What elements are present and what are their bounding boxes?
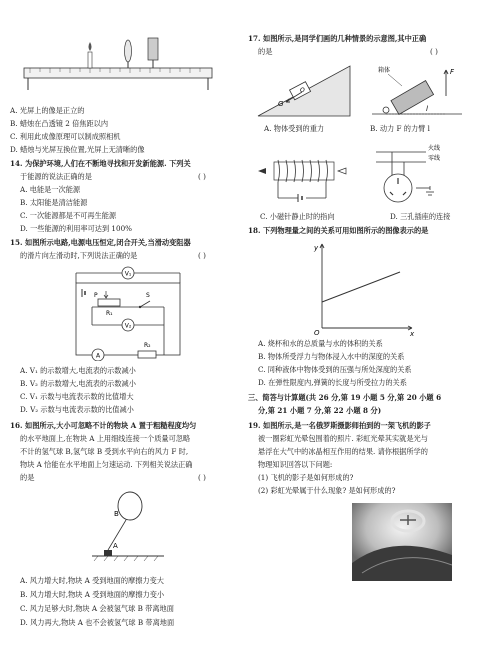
q15-option-c: C. V₁ 示数与电流表示数的比值增大 — [20, 392, 134, 401]
q16-option-d: D. 风力再大,物块 A 也不会被氢气球 B 带离地面 — [20, 618, 175, 627]
q13-option-b: B. 蜡烛在凸透镜 2 倍焦距以内 — [10, 119, 109, 128]
q19-stem-line2: 被一圈彩虹光晕包围着的照片. 彩虹光晕其实就是光与 — [258, 434, 428, 443]
y-axis-label: y — [314, 244, 319, 252]
origin-label: O — [314, 329, 320, 336]
o-label: O — [300, 87, 305, 94]
q13-option-d: D. 蜡烛与光屏互换位置,光屏上无清晰的像 — [10, 145, 145, 154]
q14-option-a: A. 电能是一次能源 — [20, 185, 81, 194]
section3-heading-line2: 分,第 21 小题 7 分,第 22 小题 8 分) — [258, 406, 382, 415]
r1-label: R₁ — [106, 310, 113, 317]
q18-stem: 18. 下列物理量之间的关系可用如图所示的图像表示的是 — [248, 226, 429, 235]
q13-option-a: A. 光屏上的像是正立的 — [10, 106, 85, 115]
q15-stem-line1: 15. 如图所示电路,电源电压恒定,闭合开关,当滑动变阻器 — [10, 238, 191, 247]
q16-stem-line1: 16. 如图所示,大小可忽略不计的物块 A 置于粗糙程度均匀 — [10, 421, 197, 430]
f-label: F — [450, 68, 455, 76]
live-wire-label: 火线 — [428, 145, 441, 152]
l-label: l — [426, 105, 428, 113]
q15-stem-line2: 的滑片向左滑动时,下列说法正确的是 — [20, 251, 138, 260]
q18-line-graph — [308, 240, 418, 336]
q19-stem-line3: 悬浮在大气中的冰晶相互作用的结果. 请你根据所学的 — [258, 447, 428, 456]
v2-label: V₂ — [124, 322, 132, 330]
q14-stem-line1: 14. 为保护环境,人们在不断地寻找和开发新能源. 下列关 — [10, 159, 191, 168]
q17-answer-paren: ( ) — [430, 47, 438, 56]
q14-option-c: C. 一次能源都是不可再生能源 — [20, 211, 117, 220]
q15-option-b: B. V₂ 的示数增大,电流表的示数减小 — [20, 379, 136, 388]
q16-stem-line4: 物块 A 恰能在水平地面上匀速运动. 下列相关说法正确 — [20, 460, 193, 469]
optical-bench-figure — [20, 34, 216, 98]
q15-option-a: A. V₁ 的示数增大,电流表的示数减小 — [20, 366, 136, 375]
box-label: 箱体 — [378, 67, 391, 74]
q16-option-b: B. 风力增大时,物块 A 受到地面的摩擦力变小 — [20, 590, 165, 599]
q17-stem-line2: 的是 — [258, 47, 273, 56]
q17-stem-line1: 17. 如图所示,是同学们画的几种情景的示意图,其中正确 — [248, 34, 427, 43]
q18-option-c: C. 同种液体中物体受到的压强与所处深度的关系 — [258, 365, 412, 374]
neutral-wire-label: 零线 — [428, 155, 441, 162]
q16-stem-line2: 的水平地面上,在物块 A 上用细线连接一个质量可忽略 — [20, 434, 191, 443]
q14-option-d: D. 一些能源的利用率可达到 100% — [20, 224, 132, 233]
q15-circuit-figure — [68, 263, 188, 361]
q17-option-d: D. 三孔插座的连接 — [390, 212, 451, 221]
q18-option-a: A. 烧杯和水的总质量与水的体积的关系 — [258, 339, 383, 348]
q17-figure-a-incline — [254, 60, 354, 120]
q17-figure-b-lever — [366, 60, 466, 120]
q14-stem-line2: 于能源的说法正确的是 — [20, 172, 92, 181]
x-axis-label: x — [410, 330, 415, 336]
q19-airplane-shadow-photo — [352, 503, 452, 581]
r2-label: R₂ — [144, 342, 151, 349]
q19-stem-line4: 物理知识回答以下问题: — [258, 460, 333, 469]
q19-sub-question-1: (1) 飞机的影子是如何形成的? — [258, 473, 354, 482]
q18-option-b: B. 物体所受浮力与物体浸入水中的深度的关系 — [258, 352, 405, 361]
q18-option-d: D. 在弹性限度内,弹簧的长度与所受拉力的关系 — [258, 378, 407, 387]
q17-figure-d-socket — [370, 140, 466, 206]
g-label: G — [278, 100, 284, 108]
q15-option-d: D. V₂ 示数与电流表示数的比值减小 — [20, 405, 134, 414]
p-label: P — [94, 292, 98, 299]
q19-stem-line1: 19. 如图所示,是一名俄罗斯摄影师拍到的一架飞机的影子 — [248, 421, 431, 430]
q13-option-c: C. 利用此成像原理可以制成照相机 — [10, 132, 121, 141]
q17-figure-c-solenoid — [254, 140, 358, 206]
ammeter-label: A — [95, 352, 101, 360]
q16-stem-line5: 的是 — [20, 473, 35, 482]
q14-option-b: B. 太阳能是清洁能源 — [20, 198, 88, 207]
q16-option-a: A. 风力增大时,物块 A 受到地面的摩擦力变大 — [20, 576, 164, 585]
s-label: S — [146, 292, 150, 299]
q17-option-b: B. 动力 F 的力臂 l — [370, 124, 430, 133]
block-a-label: A — [113, 542, 118, 550]
q16-answer-paren: ( ) — [198, 473, 206, 482]
q17-option-c: C. 小磁针静止时的指向 — [260, 212, 335, 221]
q14-answer-paren: ( ) — [198, 172, 206, 181]
section3-heading-line1: 三、简答与计算题(共 26 分,第 19 小题 5 分,第 20 小题 6 — [248, 393, 442, 402]
q16-balloon-figure — [88, 486, 168, 566]
q15-answer-paren: ( ) — [198, 251, 206, 260]
v1-label: V₁ — [124, 270, 132, 278]
q19-sub-question-2: (2) 彩虹光晕属于什么现象? 是如何形成的? — [258, 486, 396, 495]
q17-option-a: A. 物体受到的重力 — [264, 124, 325, 133]
q16-stem-line3: 不计的氢气球 B,氢气球 B 受到水平向右的风力 F 时, — [20, 447, 189, 456]
balloon-b-label: B — [114, 510, 119, 518]
q16-option-c: C. 风力足够大时,物块 A 会被氢气球 B 带离地面 — [20, 604, 174, 613]
